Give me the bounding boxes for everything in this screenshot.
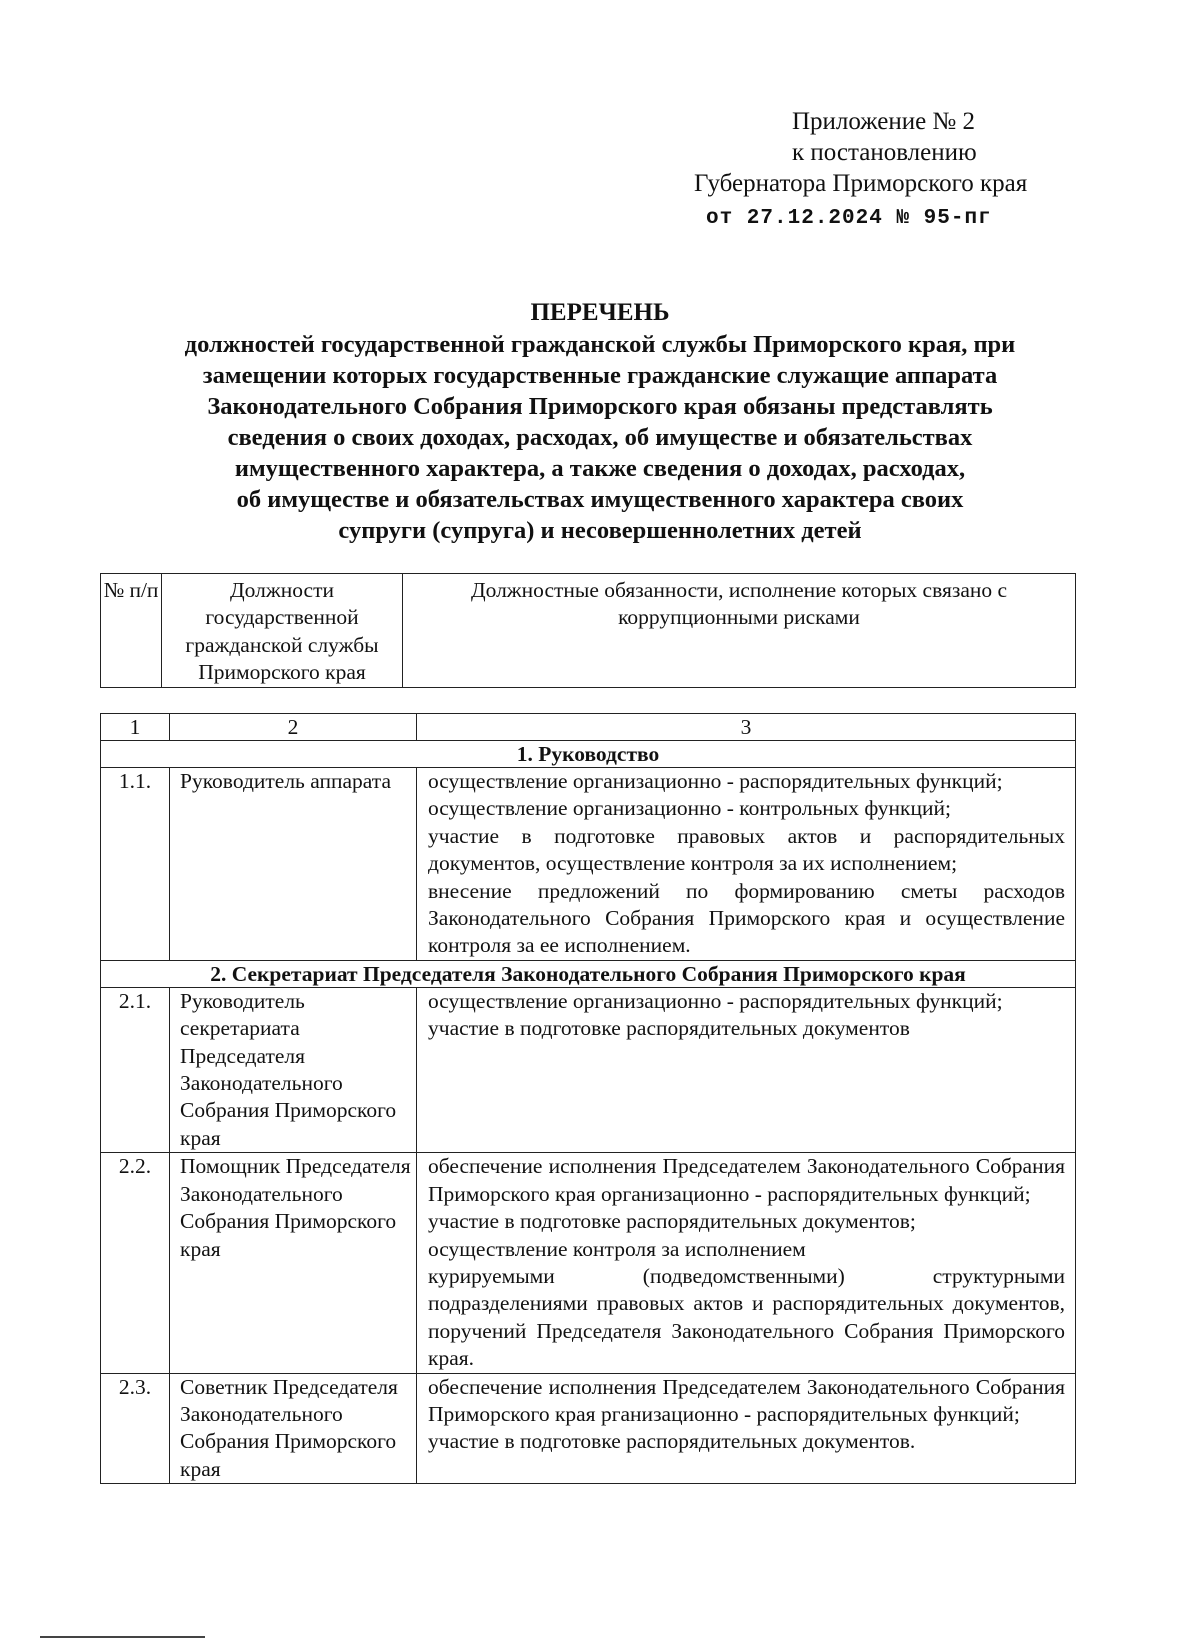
title-line: об имуществе и обязательствах имущественного характера своих: [236, 486, 964, 513]
appendix-line-1: Приложение № 2: [792, 108, 976, 135]
row-number: 1.1.: [101, 768, 170, 961]
column-numbers-row: [101, 714, 1076, 741]
appendix-line-2: к постановлению: [792, 139, 977, 166]
duty-line: курируемыми (подведомственными) структурными подразделениями правовых актов и распорядительных документов, поручений Председателя Законодательного Собрания Приморского края.: [428, 1263, 1065, 1371]
duty-line: участие в подготовке распорядительных документов.: [428, 1429, 916, 1454]
table-row: [101, 987, 1076, 1152]
appendix-date: от 27.12.2024 № 95-пг: [706, 207, 992, 230]
title-line: Законодательного Собрания Приморского края обязаны представлять: [207, 393, 993, 420]
row-position: Помощник Председателя Законодательного Собрания Приморского края: [170, 1153, 417, 1373]
section-title: 2. Секретариат Председателя Законодательного Собрания Приморского края: [101, 960, 1076, 987]
header-table: [100, 573, 1076, 688]
duty-line: участие в подготовке правовых актов и распорядительных документов, осуществление контроля за их исполнением;: [428, 823, 1065, 876]
section-title: 1. Руководство: [101, 741, 1076, 768]
title-main: ПЕРЕЧЕНЬ: [530, 299, 670, 326]
row-duties: [417, 768, 1076, 961]
table-row: [101, 1373, 1076, 1484]
row-duties: [417, 1373, 1076, 1484]
header-col-num: № п/п: [101, 574, 162, 688]
header-col-duties: Должностные обязанности, исполнение которых связано с коррупционными рисками: [403, 574, 1076, 688]
table-row: [101, 768, 1076, 961]
duty-line: участие в подготовке распорядительных документов;: [428, 1209, 916, 1234]
section-row: [101, 741, 1076, 768]
duty-line: внесение предложений по формированию сметы расходов Законодательного Собрания Приморского края и осуществление контроля за ее исполнением.: [428, 878, 1065, 958]
table-row: [101, 1153, 1076, 1373]
section-row: [101, 960, 1076, 987]
positions-table: [100, 713, 1076, 1484]
title-line: должностей государственной гражданской службы Приморского края, при: [184, 331, 1016, 358]
row-number: 2.2.: [101, 1153, 170, 1373]
row-position: Руководитель секретариата Председателя Законодательного Собрания Приморского края: [170, 987, 417, 1152]
row-number: 2.3.: [101, 1373, 170, 1484]
duty-line: осуществление контроля за исполнением: [428, 1236, 806, 1261]
title-line: супруги (супруга) и несовершеннолетних детей: [338, 517, 862, 544]
row-number: 2.1.: [101, 987, 170, 1152]
title-line: имущественного характера, а также сведения о доходах, расходах,: [234, 455, 966, 482]
title-line: замещении которых государственные гражданские служащие аппарата: [202, 362, 998, 389]
appendix-block: [694, 106, 1028, 234]
duty-line: обеспечение исполнения Председателем Законодательного Собрания Приморского края организационно - распорядительных функций;: [428, 1154, 1065, 1206]
col-number-1: 1: [101, 714, 170, 741]
row-position: Руководитель аппарата: [170, 768, 417, 961]
duty-line: осуществление организационно - распорядительных функций;: [428, 988, 1003, 1013]
duty-line: обеспечение исполнения Председателем Законодательного Собрания Приморского края рганизационно - распорядительных функций;: [428, 1374, 1065, 1426]
duty-line: осуществление организационно - контрольных функций;: [428, 796, 951, 821]
row-duties: [417, 1153, 1076, 1373]
footer-rule: [40, 1636, 205, 1638]
col-number-3: 3: [417, 714, 1076, 741]
appendix-line-3: Губернатора Приморского края: [694, 170, 1028, 197]
row-duties: [417, 987, 1076, 1152]
document-title: [100, 297, 1100, 546]
row-position: Советник Председателя Законодательного Собрания Приморского края: [170, 1373, 417, 1484]
header-row: [101, 574, 1076, 688]
col-number-2: 2: [170, 714, 417, 741]
duty-line: участие в подготовке распорядительных документов: [428, 1016, 910, 1041]
title-line: сведения о своих доходах, расходах, об имуществе и обязательствах: [227, 424, 973, 451]
duty-line: осуществление организационно - распорядительных функций;: [428, 769, 1003, 793]
header-col-position: Должности государственной гражданской службы Приморского края: [162, 574, 403, 688]
